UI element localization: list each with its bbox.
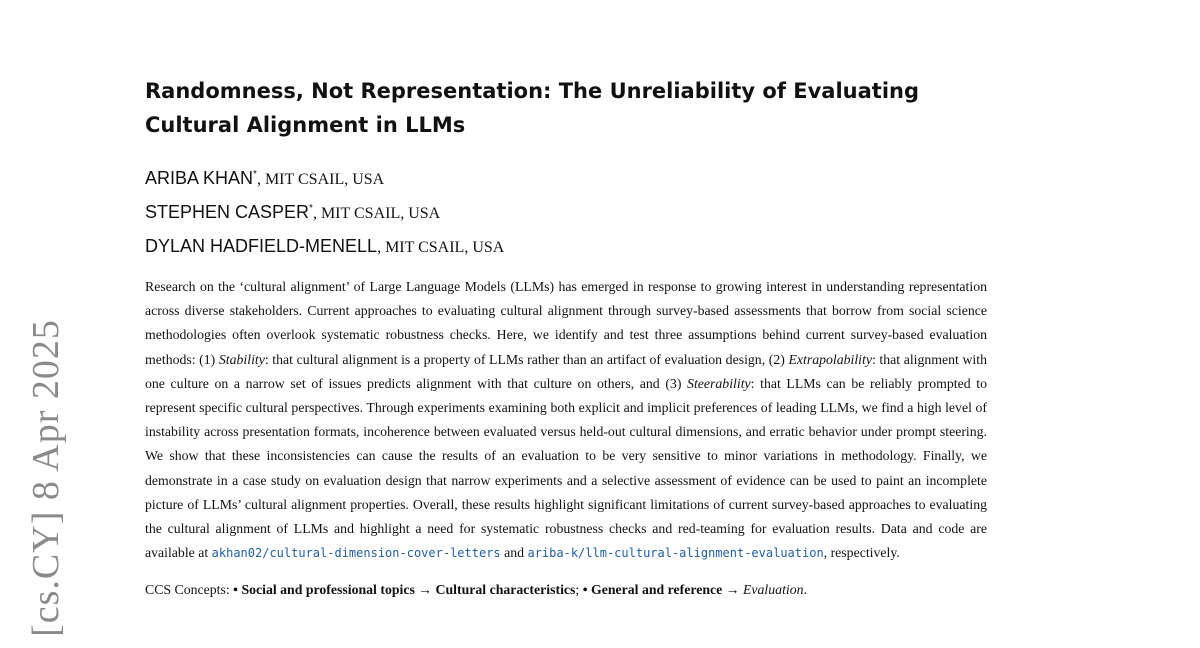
ccs-concept-2: Evaluation — [742, 582, 804, 598]
abstract — [145, 275, 987, 565]
abstract-text: : that alignment with one culture on a narrow set of issues predicts alignment with that culture on others, and (3) — [145, 351, 987, 391]
repo-link-cover-letters[interactable]: akhan02/cultural-dimension-cover-letters — [211, 546, 501, 561]
ccs-category-2: • General and reference — [582, 582, 723, 598]
ccs-concepts — [145, 579, 987, 601]
arxiv-stamp-text: [cs.CY] 8 Apr 2025 — [25, 319, 68, 637]
ccs-concept-1: Cultural characteristics — [435, 582, 576, 598]
abstract-text: and — [500, 545, 528, 561]
ccs-label: CCS Concepts: — [145, 582, 234, 598]
ccs-category-1: • Social and professional topics — [233, 582, 415, 598]
paper-title: Randomness, Not Representation: The Unreliability of Evaluating Cultural Alignment in LLMs — [145, 79, 920, 137]
abstract-text: , respectively. — [823, 545, 900, 561]
ccs-separator: ; — [575, 582, 583, 598]
ccs-arrow: → — [722, 582, 743, 598]
paper-first-page — [145, 74, 987, 615]
abstract-text: : that LLMs can be reliably prompted to represent specific cultural perspectives. Through experiments examining both explicit and implicit preferences of leading LLMs, we find a high level of instability across presentation formats, incoherence between evaluated versus held-out cultural dimensions, and erratic behavior under prompt steering. We show that these inconsistencies can cause the results of an evaluation to be very sensitive to minor variations in methodology. Finally, we demonstrate in a case study on evaluation design that narrow experiments and a selective assessment of evidence can be used to paint an incomplete picture of LLMs’ cultural alignment properties. Overall, these results highlight significant limitations of current survey-based approaches to evaluating the cultural alignment of LLMs and highlight a need for systematic robustness checks and red-teaming for evaluation results. Data and code are available at — [145, 375, 987, 561]
ccs-end: . — [803, 582, 807, 598]
arxiv-stamp — [22, 318, 70, 638]
author-affiliation: , MIT CSAIL, USA — [312, 205, 441, 222]
author-affiliation: , MIT CSAIL, USA — [377, 239, 505, 256]
abstract-term-steerability: Steerability — [687, 375, 751, 391]
repo-link-alignment-evaluation[interactable]: ariba-k/llm-cultural-alignment-evaluation — [527, 546, 824, 561]
author-name: STEPHEN CASPER — [145, 202, 310, 222]
equal-contribution-mark: * — [253, 169, 257, 180]
abstract-term-extrapolability: Extrapolability — [788, 351, 872, 367]
author-3 — [145, 230, 987, 264]
abstract-term-stability: Stability — [218, 351, 265, 367]
author-2 — [145, 196, 987, 230]
abstract-text: : that cultural alignment is a property of LLMs rather than an artifact of evaluation design, (2) — [264, 351, 789, 367]
ccs-arrow: → — [414, 582, 436, 598]
author-list — [145, 162, 987, 264]
author-1 — [145, 162, 987, 196]
equal-contribution-mark: * — [309, 203, 313, 214]
author-name: DYLAN HADFIELD-MENELL — [145, 236, 378, 256]
author-affiliation: , MIT CSAIL, USA — [256, 171, 385, 188]
author-name: ARIBA KHAN — [145, 168, 254, 188]
abstract-text: Research on the ‘cultural alignment’ of Large Language Models (LLMs) has emerged in response to growing interest in understanding representation across diverse stakeholders. Current approaches to evaluating cultural alignment through survey-based assessments that borrow from social science methodologies often overlook systematic robustness checks. Here, we identify and test three assumptions behind current survey-based evaluation methods: (1) — [145, 279, 987, 367]
